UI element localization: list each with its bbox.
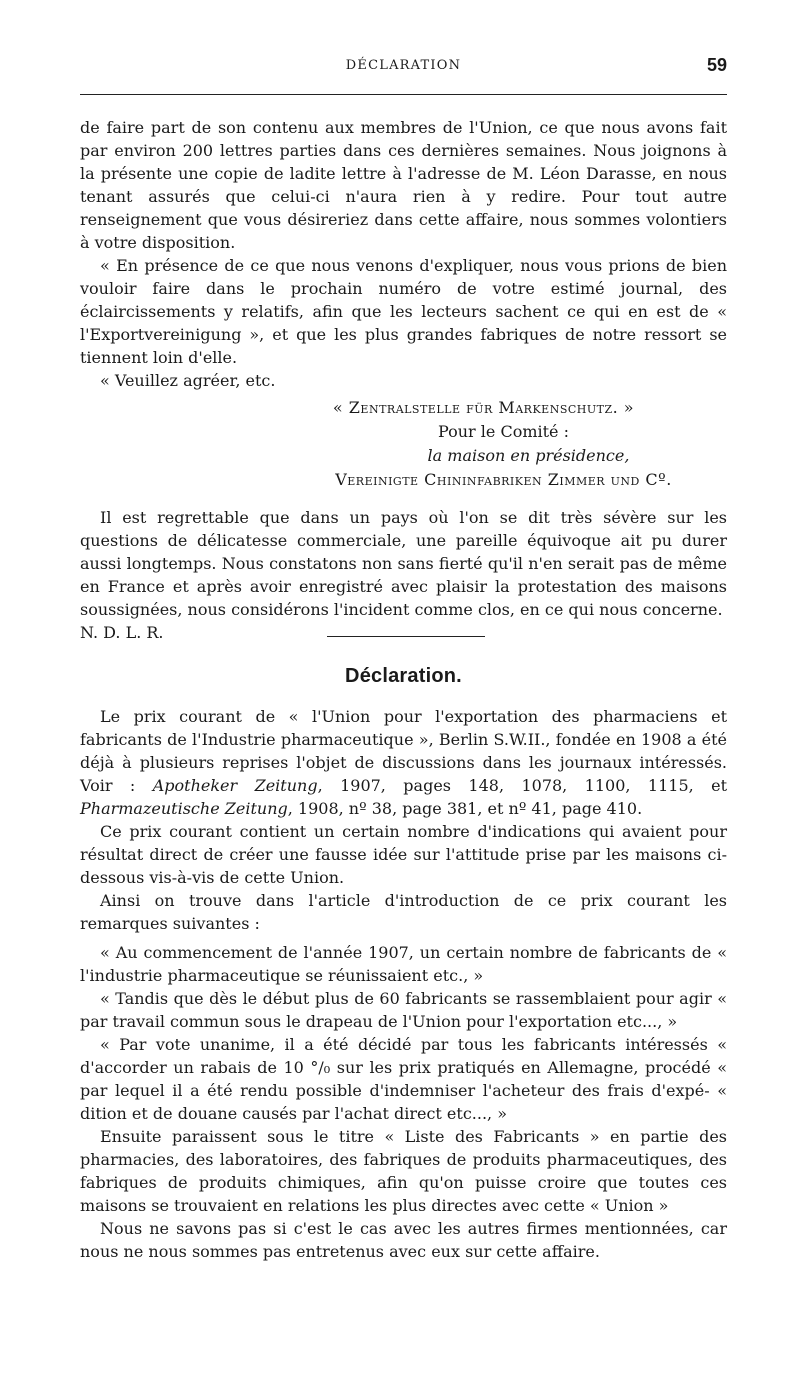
- paragraph: « En présence de ce que nous venons d'expliquer, nous vous prions de bien vouloir faire dans le prochain numéro de votre estimé journal, des éclaircissements y relatifs, afin que les lecteurs sachent ce qui en est de « l'Exportvereinigung », et que les plus grandes fabriques de notre ressort se tiennent loin d'elle.: [80, 256, 727, 367]
- running-title: DÉCLARATION: [345, 58, 462, 73]
- journal-reference: Apotheker Zeitung: [152, 776, 318, 795]
- signature-line: la maison en présidence,: [427, 446, 630, 465]
- signature-line: Vereinigte Chininfabriken Zimmer und Cº.: [335, 470, 672, 489]
- paragraph: Il est regrettable que dans un pays où l'on se dit très sévère sur les questions de délicatesse commerciale, une pareille équivoque ait pu durer aussi longtemps. Nous constatons non sans fierté qu'il n'en serait pas de même en France et après avoir enregistré avec plaisir la protestation des maisons soussignées, nous considérons l'incident comme clos, en ce qui nous concerne.: [80, 508, 727, 619]
- paragraph: « Veuillez agréer, etc.: [100, 371, 276, 390]
- quotation: « Par vote unanime, il a été décidé par tous les fabricants intéressés « d'accorder un rabais de 10 °/₀ sur les prix pratiqués en Allemagne, procédé « par lequel il a été rendu possible d'indemniser l'acheteur des frais d'expé- « dition et de douane causés par l'achat direct etc..., »: [80, 1035, 727, 1123]
- header-rule: [80, 94, 727, 95]
- paragraph: Ensuite paraissent sous le titre « Liste des Fabricants » en partie des pharmacies, des laboratoires, des fabriques de produits pharmaceutiques, des fabriques de produits chimiques, afin qu'on puisse croire que toutes ces maisons se trouvaient en relations les plus directes avec cette « Union »: [80, 1127, 727, 1215]
- section-rule: [327, 636, 485, 637]
- page-number: 59: [706, 55, 727, 75]
- paragraph: Nous ne savons pas si c'est le cas avec les autres firmes mentionnées, car nous ne nous sommes pas entretenus avec eux sur cette affaire.: [80, 1219, 727, 1261]
- section-title: Déclaration.: [345, 665, 462, 687]
- paragraph: de faire part de son contenu aux membres de l'Union, ce que nous avons fait par environ 200 lettres parties dans ces dernières semaines. Nous joignons à la présente une copie de ladite lettre à l'adresse de M. Léon Darasse, en nous tenant assurés que celui-ci n'aura rien à y redire. Pour tout autre renseignement que vous désireriez dans cette affaire, nous sommes volontiers à votre disposition.: [80, 118, 727, 252]
- journal-reference: Pharmazeutische Zeitung: [80, 799, 288, 818]
- quotation: « Tandis que dès le début plus de 60 fabricants se rassemblaient pour agir « par travail commun sous le drapeau de l'Union pour l'exportation etc..., »: [80, 989, 727, 1031]
- paragraph: Ce prix courant contient un certain nombre d'indications qui avaient pour résultat direct de créer une fausse idée sur l'attitude prise par les maisons ci-dessous vis-à-vis de cette Union.: [80, 822, 727, 887]
- paragraph: Le prix courant de « l'Union pour l'exportation des pharmaciens et fabricants de l'Industrie pharmaceutique », Berlin S.W.II., fondée en 1908 a été déjà à plusieurs reprises l'objet de discussions dans les journaux intéressés. Voir : Apotheker Zeitung, 1907, pages 148, 1078, 1100, 1115, et Pharmazeutische Zeitung, 1908, nº 38, page 381, et nº 41, page 410.: [80, 707, 728, 818]
- signature-line: Pour le Comité :: [438, 422, 569, 441]
- signature-line: « Zentralstelle für Markenschutz. »: [332, 398, 635, 417]
- letter-continuation: [80, 116, 727, 644]
- quotation: « Au commencement de l'année 1907, un certain nombre de fabricants de « l'industrie pharmaceutique se réunissaient etc., »: [80, 943, 727, 985]
- editor-signoff: N. D. L. R.: [80, 623, 164, 642]
- letter-signature: [80, 396, 727, 492]
- running-header: [80, 55, 727, 80]
- paragraph: Ainsi on trouve dans l'article d'introduction de ce prix courant les remarques suivantes :: [80, 891, 727, 933]
- declaration-body: [80, 705, 727, 1263]
